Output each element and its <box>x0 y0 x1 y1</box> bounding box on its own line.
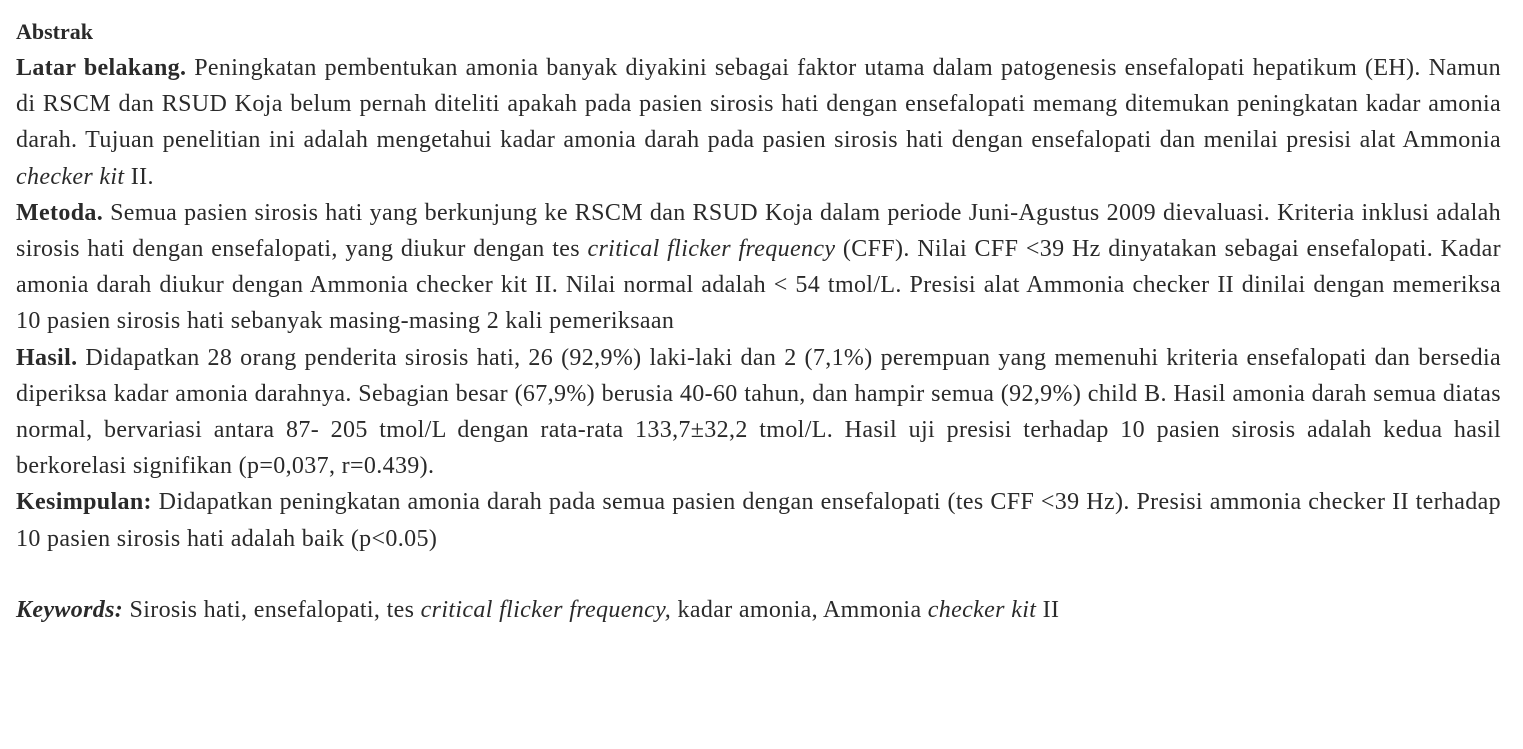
background-text-end: II. <box>124 163 154 190</box>
background-text: Peningkatan pembentukan amonia banyak diyakini sebagai faktor utama dalam patogenesis ensefalopati hepatikum (EH). Namun di RSCM dan RSUD Koja belum pernah diteliti apakah pada pasien sirosis hati dengan ensefalopati memang ditemukan peningkatan kadar amonia darah. Tujuan penelitian ini adalah mengetahui kadar amonia darah pada pasien sirosis hati dengan ensefalopati dan menilai presisi alat Ammonia <box>16 55 1501 154</box>
method-text-end: (CFF). Nilai CFF <39 Hz dinyatakan sebagai ensefalopati. Kadar amonia darah diukur dengan Ammonia checker kit II. Nilai normal adalah < 54 tmol/L. Presisi alat Ammonia checker II dinilai dengan memeriksa 10 pasien sirosis hati sebanyak masing-masing 2 kali pemeriksaan <box>16 236 1501 335</box>
background-paragraph <box>16 50 1501 195</box>
method-paragraph <box>16 195 1501 340</box>
keywords-text-end: II <box>1036 596 1060 623</box>
background-italic-term: checker kit <box>16 163 125 190</box>
abstract-heading: Abstrak <box>16 19 94 44</box>
section-spacer <box>16 557 1501 592</box>
keywords-text-mid: kadar amonia, Ammonia <box>671 596 928 623</box>
result-text: Didapatkan 28 orang penderita sirosis hati, 26 (92,9%) laki-laki dan 2 (7,1%) perempuan yang memenuhi kriteria ensefalopati dan bersedia diperiksa kadar amonia darahnya. Sebagian besar (67,9%) berusia 40-60 tahun, dan hampir semua (92,9%) child B. Hasil amonia darah semua diatas normal, bervariasi antara 87- 205 tmol/L dengan rata-rata 133,7±32,2 tmol/L. Hasil uji presisi terhadap 10 pasien sirosis adalah kedua hasil berkorelasi signifikan (p=0,037, r=0.439). <box>16 344 1501 480</box>
method-label: Metoda. <box>16 199 104 226</box>
conclusion-text: Didapatkan peningkatan amonia darah pada semua pasien dengan ensefalopati (tes CFF <39 Hz). Presisi ammonia checker II terhadap 10 pasien sirosis hati adalah baik (p<0.05) <box>16 489 1501 552</box>
background-label: Latar belakang. <box>16 55 187 81</box>
keywords-label: Keywords: <box>16 596 124 623</box>
result-label: Hasil. <box>16 344 78 371</box>
keywords-italic-term-2: checker kit <box>927 596 1037 623</box>
keywords-line <box>16 592 1501 628</box>
result-paragraph <box>16 340 1501 485</box>
method-italic-term: critical flicker frequency <box>587 236 836 263</box>
keywords-text: Sirosis hati, ensefalopati, tes <box>123 596 421 623</box>
conclusion-label: Kesimpulan: <box>16 489 152 516</box>
keywords-italic-term-1: critical flicker frequency, <box>420 596 672 623</box>
method-text: Semua pasien sirosis hati yang berkunjung ke RSCM dan RSUD Koja dalam periode Juni-Agustus 2009 dievaluasi. Kriteria inklusi adalah sirosis hati dengan ensefalopati, yang diukur dengan tes <box>16 199 1501 263</box>
conclusion-paragraph <box>16 484 1501 556</box>
